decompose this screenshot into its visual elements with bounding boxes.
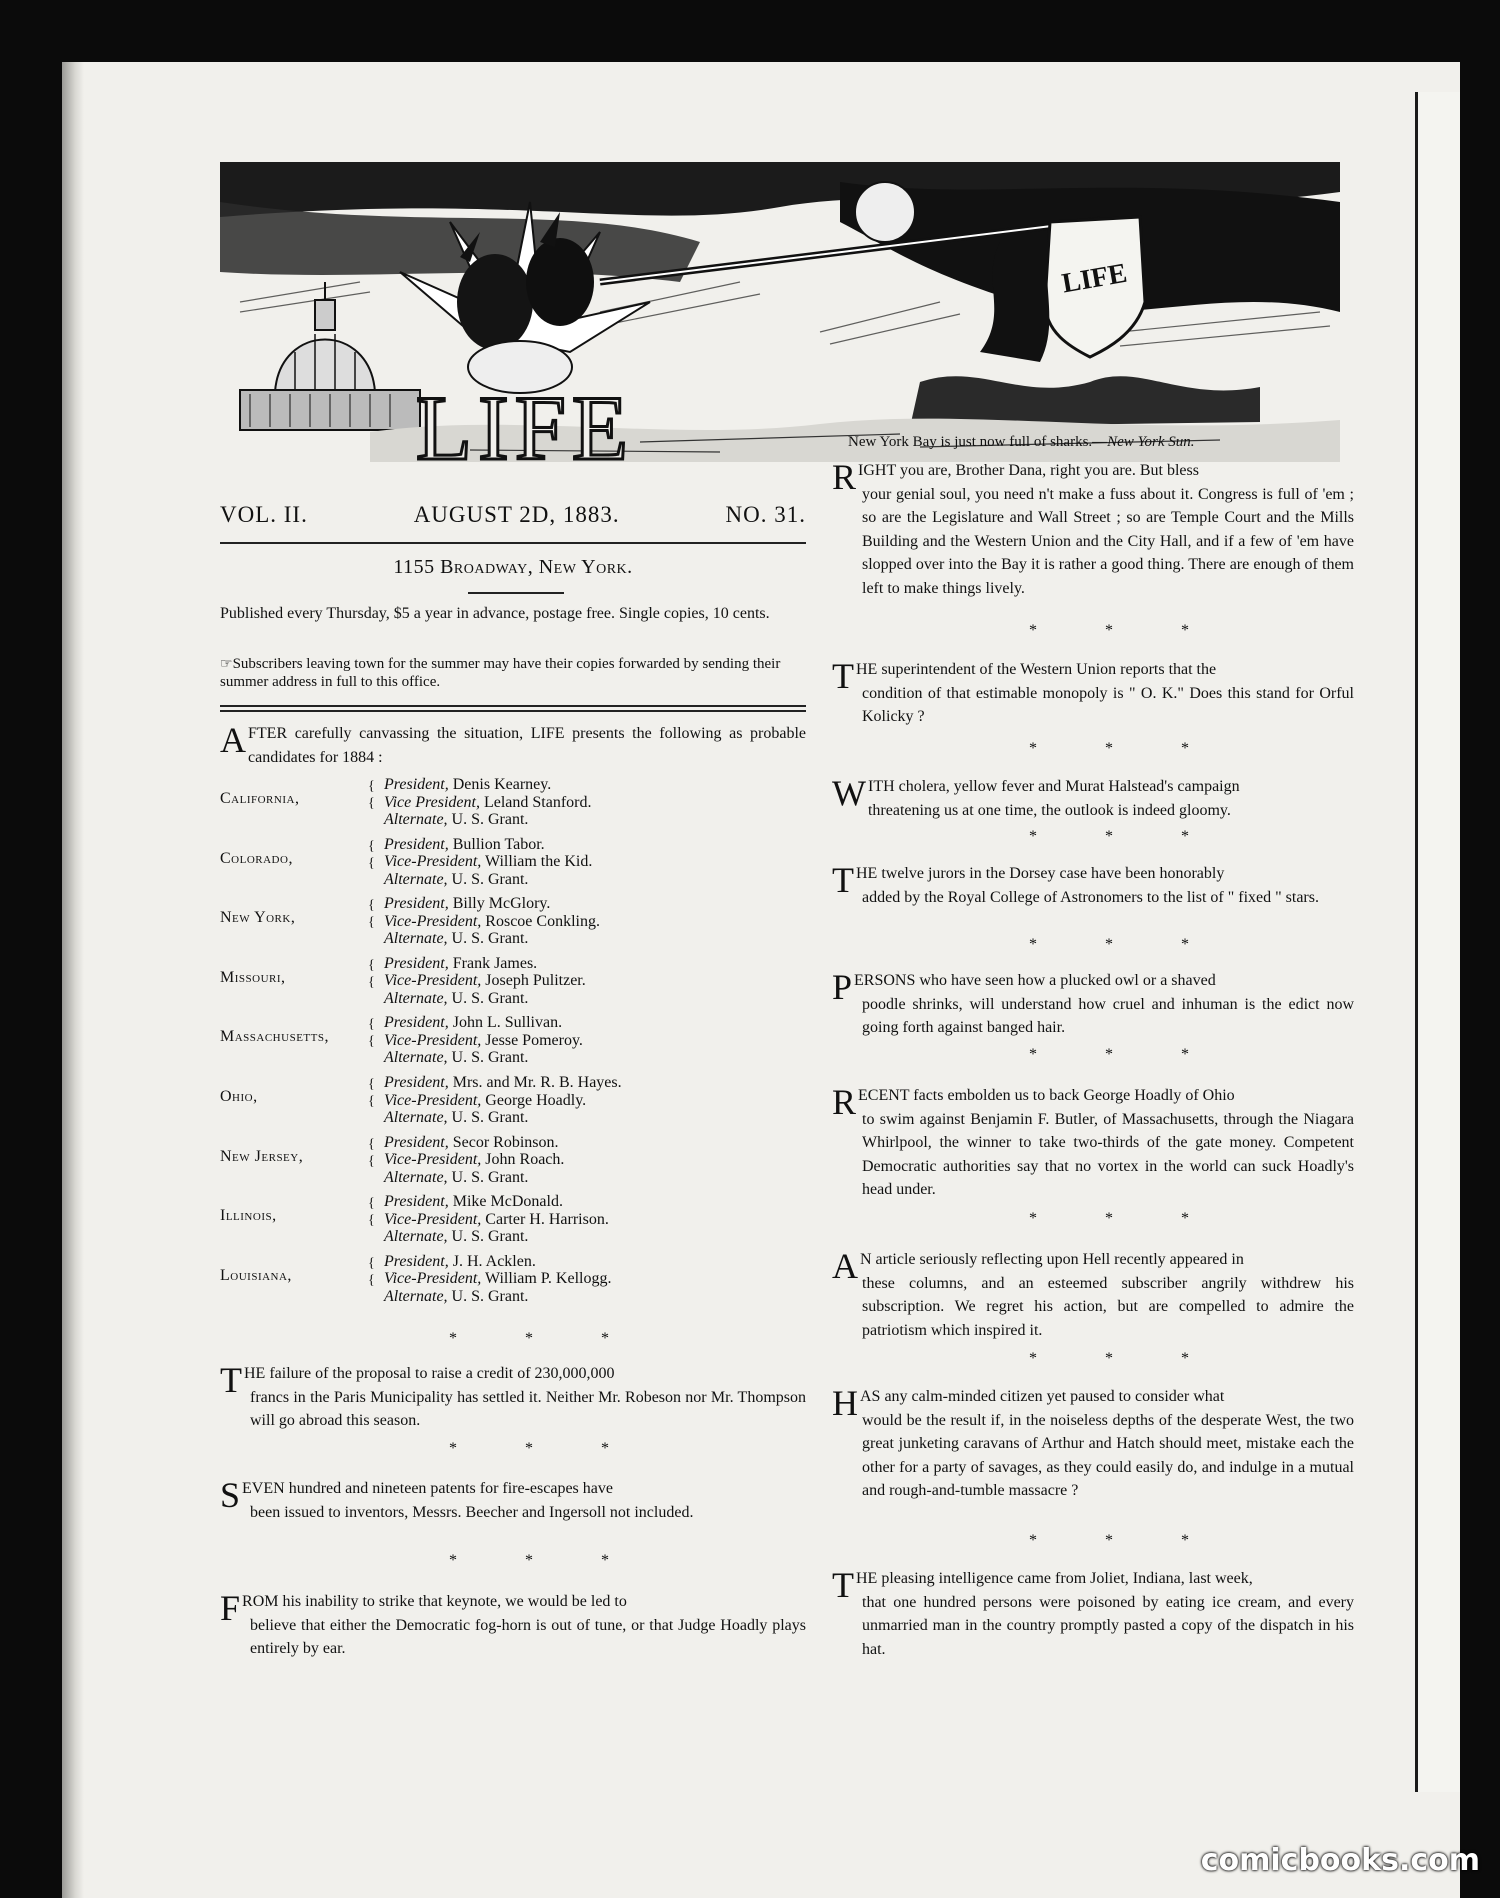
section-stars: * * * [449,1552,641,1569]
life-logo: LIFE [415,377,635,462]
short-rule [468,592,564,594]
section-stars: * * * [1029,828,1221,845]
candidate-row [220,895,806,953]
next-page-edge [1415,92,1460,1792]
section-stars: * * * [1029,936,1221,953]
section-stars: * * * [1029,1210,1221,1227]
pointing-hand-icon: ☞ [220,656,233,672]
section-stars: * * * [1029,622,1221,639]
section-stars: * * * [1029,740,1221,757]
article-caravans: HAS any calm-minded citizen yet paused to consider what would be the result if, in the noiseless depths of the desperate West, the two great junketing caravans of Arthur and Hatch should meet, mistake each the other for a party of savages, as they could easily do, and indulge in a mutual and rough-and-tumble massacre ? [832,1383,1354,1499]
article-dorsey-jurors: THE twelve jurors in the Dorsey case have been honorably added by the Royal College of Astronomers to the list of " fixed " stars. [832,860,1319,906]
section-stars: * * * [449,1330,641,1347]
article-ice-cream: THE pleasing intelligence came from Joliet, Indiana, last week, that one hundred persons were poisoned by eating ice cream, and every unmarried man in the country promptly pasted a copy of the dispatch in his hat. [832,1565,1354,1658]
candidate-names: President, Billy McGlory. Vice-President, Roscoe Conkling. Alternate, U. S. Grant. [384,895,600,948]
rule [220,542,806,544]
rule [220,710,806,712]
state-name: Colorado, [220,849,293,867]
subscriber-notice: ☞Subscribers leaving town for the summer may have their copies forwarded by sending their summer address in full to this office. [220,656,781,690]
state-name: New York, [220,909,296,927]
candidate-row [220,1193,806,1251]
candidate-names: President, Frank James. Vice-President, Joseph Pulitzer. Alternate, U. S. Grant. [384,954,586,1007]
state-name: Louisiana, [220,1266,292,1284]
article-western-union: THE superintendent of the Western Union reports that the condition of that estimable monopoly is " O. K." Does this stand for Orful Kolicky ? [832,656,1354,725]
article-fire-escapes: SEVEN hundred and nineteen patents for fire-escapes have been issued to inventors, Messrs. Beecher and Ingersoll not included. [220,1475,694,1521]
candidate-row [220,1134,806,1192]
article-sharks: RIGHT you are, Brother Dana, right you are. But bless your genial soul, you need n't make a fuss about it. Congress is full of 'em ; so are the Legislature and Wall Street ; so are Temple Court and the Mills Building and the Western Union and the City Hall, and if a few of 'em have slopped over into the Bay it is rather a good thing. There are enough of them left to make things lively. [832,457,1354,597]
brace-mark: { { [368,1017,375,1050]
svg-text:LIFE: LIFE [1059,257,1130,300]
article-banged-hair: PERSONS who have seen how a plucked owl or a shaved poodle shrinks, will understand how cruel and inhuman is the edict now going forth against banged hair. [832,967,1354,1036]
candidate-row [220,836,806,894]
article-paris: THE failure of the proposal to raise a credit of 230,000,000 francs in the Paris Municipality has settled it. Neither Mr. Robeson nor Mr. Thompson will go abroad this season. [220,1360,806,1429]
candidate-row [220,776,806,834]
article-hell: A N article seriously reflecting upon Hell recently appeared in these columns, and an esteemed subscriber angrily withdrew his subscription. We regret his action, but are compelled to admire the patriotism which inspired it. [832,1246,1354,1339]
brace-mark: { { [368,1136,375,1169]
article-fog-horn: FROM his inability to strike that keynote, we would be led to believe that either the Democratic fog-horn is out of tune, or that Judge Hoadly plays entirely by ear. [220,1588,806,1657]
candidate-names: President, Denis Kearney. Vice President, Leland Stanford. Alternate, U. S. Grant. [384,776,592,828]
brace-mark: { { [368,957,375,990]
state-name: California, [220,790,300,807]
brace-mark: { { [368,898,375,931]
candidate-row [220,1014,806,1072]
brace-mark: { { [368,1255,375,1288]
candidate-names: President, Secor Robinson. Vice-President, John Roach. Alternate, U. S. Grant. [384,1133,565,1186]
rule [220,705,806,707]
state-name: Ohio, [220,1088,258,1105]
candidate-names: President, Mike McDonald. Vice-President, Carter H. Harrison. Alternate, U. S. Grant. [384,1193,609,1246]
volume-number: VOL. II. [220,502,308,527]
state-name: Massachusetts, [220,1028,329,1046]
state-name: Missouri, [220,968,286,986]
address: 1155 Broadway, New York. [393,556,633,578]
candidate-names: President, Mrs. and Mr. R. B. Hayes. Vice-President, George Hoadly. Alternate, U. S. Grant. [384,1074,622,1126]
candidate-row [220,1074,806,1132]
brace-mark: { { [368,838,375,871]
section-stars: * * * [449,1440,641,1457]
candidate-names: President, J. H. Acklen. Vice-President, William P. Kellogg. Alternate, U. S. Grant. [384,1252,612,1305]
issue-number: NO. 31. [725,502,806,527]
section-stars: * * * [1029,1532,1221,1549]
brace-mark: { { [368,779,375,811]
brace-mark: { { [368,1196,375,1229]
book-spine [62,62,84,1898]
masthead-illustration [220,162,1340,462]
candidate-row [220,955,806,1013]
brace-mark: { { [368,1077,375,1109]
section-stars: * * * [1029,1046,1221,1063]
section-stars: * * * [1029,1350,1221,1367]
article-whirlpool: RECENT facts embolden us to back George Hoadly of Ohio to swim against Benjamin F. Butler, of Massachusetts, through the Niagara Whirlpool, the winner to take two-thirds of the gate money. Competent Democratic authorities say that no vortex in the world can suck Hoadly's head under. [832,1082,1354,1198]
issue-date: AUGUST 2D, 1883. [413,502,620,527]
candidate-row [220,1253,806,1311]
state-name: Illinois, [220,1207,277,1225]
intro-paragraph: AFTER carefully canvassing the situation, LIFE presents the following as probable candidates for 1884 : [220,720,806,766]
article-cholera: WITH cholera, yellow fever and Murat Halstead's campaign threatening us at one time, the outlook is indeed gloomy. [832,773,1240,819]
site-watermark: comicbooks.com [1200,1843,1480,1878]
state-name: New Jersey, [220,1147,304,1165]
candidate-names: President, Bullion Tabor. Vice-President, William the Kid. Alternate, U. S. Grant. [384,835,593,888]
publication-info: Published every Thursday, $5 a year in advance, postage free. Single copies, 10 cents. [220,605,770,622]
volume-line [220,502,806,536]
candidate-names: President, John L. Sullivan. Vice-President, Jesse Pomeroy. Alternate, U. S. Grant. [384,1014,583,1067]
masthead-caption: New York Bay is just now full of sharks.—New York Sun. [848,434,1195,450]
